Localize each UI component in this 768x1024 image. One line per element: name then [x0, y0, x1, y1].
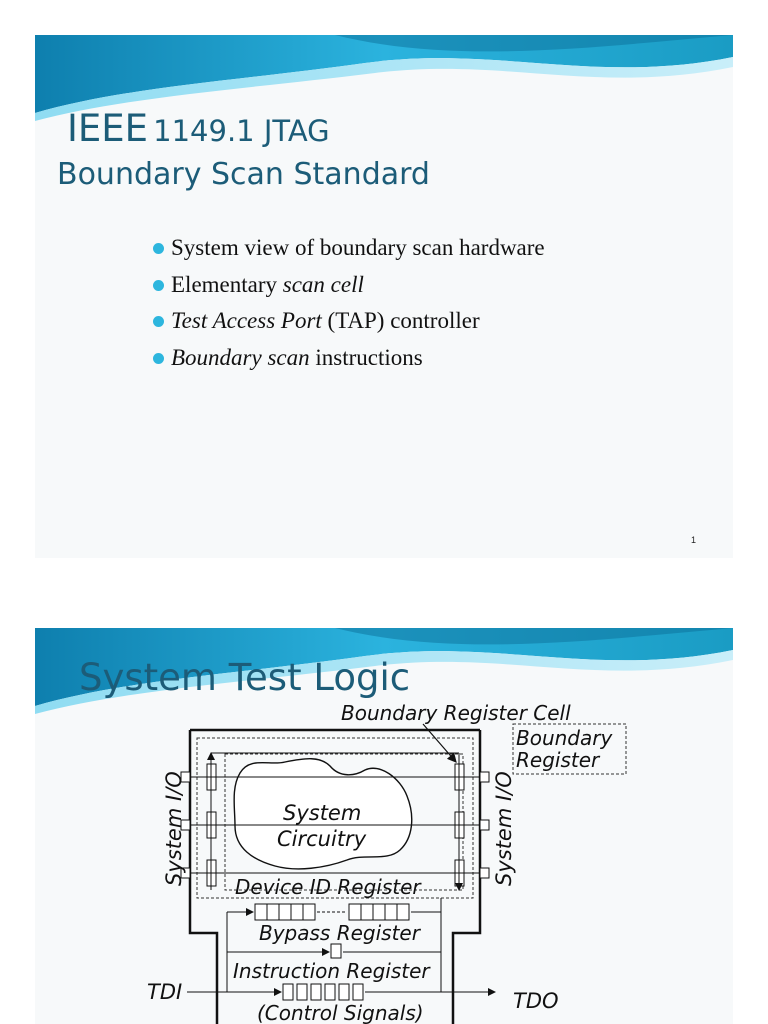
page-number: 1	[691, 535, 697, 545]
bullet-list	[153, 235, 545, 381]
slide-1	[35, 35, 733, 558]
bullet-dot-icon	[153, 243, 164, 254]
slide-subtitle: Boundary Scan Standard	[57, 157, 430, 192]
bypass-register-label: Bypass Register	[259, 921, 420, 945]
slide-title: System Test Logic	[79, 656, 411, 699]
system-circuitry-label-line2: Circuitry	[277, 827, 367, 851]
bullet-item: Boundary scan instructions	[153, 345, 545, 382]
bullet-dot-icon	[153, 280, 164, 291]
tdo-label: TDO	[513, 989, 559, 1013]
bullet-item: Elementary scan cell	[153, 272, 545, 309]
slide-title	[67, 107, 330, 150]
slide-2	[35, 628, 733, 1024]
boundary-register-cell-label: Boundary Register Cell	[341, 701, 571, 725]
system-circuitry-label-line1: System	[283, 801, 362, 825]
boundary-register-label-line1: Boundary	[516, 726, 613, 750]
bypass-register-cell	[331, 944, 341, 958]
tdi-label: TDI	[147, 980, 183, 1004]
system-io-right-label: System I/O	[492, 771, 516, 886]
bullet-dot-icon	[153, 316, 164, 327]
bullet-item: System view of boundary scan hardware	[153, 235, 545, 272]
system-io-left-label: System I/O	[162, 771, 186, 886]
instruction-register-label: Instruction Register	[233, 959, 430, 983]
boundary-register-label-line2: Register	[516, 748, 600, 772]
title-standard-number: 1149.1 JTAG	[153, 114, 330, 148]
title-ieee: IEEE	[67, 107, 149, 150]
device-id-register-label: Device ID Register	[235, 875, 421, 899]
bullet-dot-icon	[153, 353, 164, 364]
bullet-item: Test Access Port (TAP) controller	[153, 308, 545, 345]
instruction-register-cells	[283, 984, 363, 1000]
control-signals-label: (Control Signals)	[257, 1001, 424, 1024]
